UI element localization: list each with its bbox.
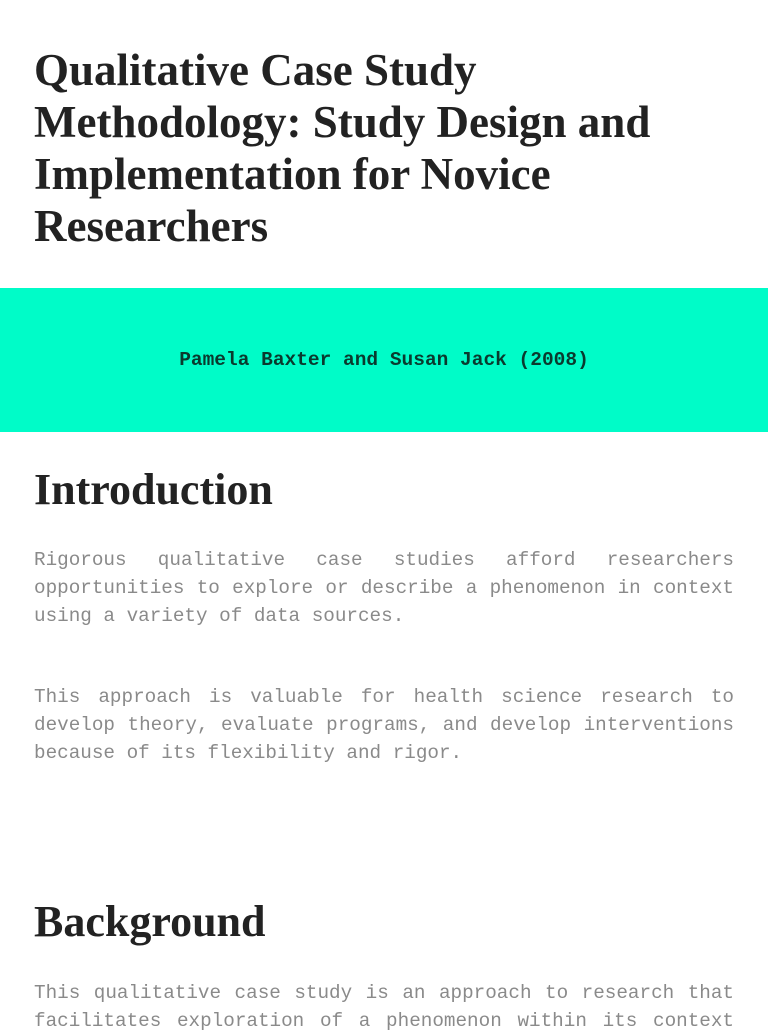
authors-banner bbox=[0, 288, 768, 432]
paragraph: This qualitative case study is an approach to research that facilitates exploration of a phenomenon within its context bbox=[34, 982, 734, 1032]
section-heading-background: Background bbox=[34, 897, 266, 946]
section-heading-introduction: Introduction bbox=[34, 465, 273, 514]
document-title: Qualitative Case Study Methodology: Study Design and Implementation for Novice Researchers bbox=[34, 45, 651, 251]
authors: Pamela Baxter and Susan Jack (2008) bbox=[179, 349, 589, 371]
paragraph: This approach is valuable for health science research to develop theory, evaluate programs, and develop interventions because of its flexibility and rigor. bbox=[34, 686, 734, 764]
paragraph: Rigorous qualitative case studies afford researchers opportunities to explore or describe a phenomenon in context using a variety of data sources. bbox=[34, 549, 734, 627]
